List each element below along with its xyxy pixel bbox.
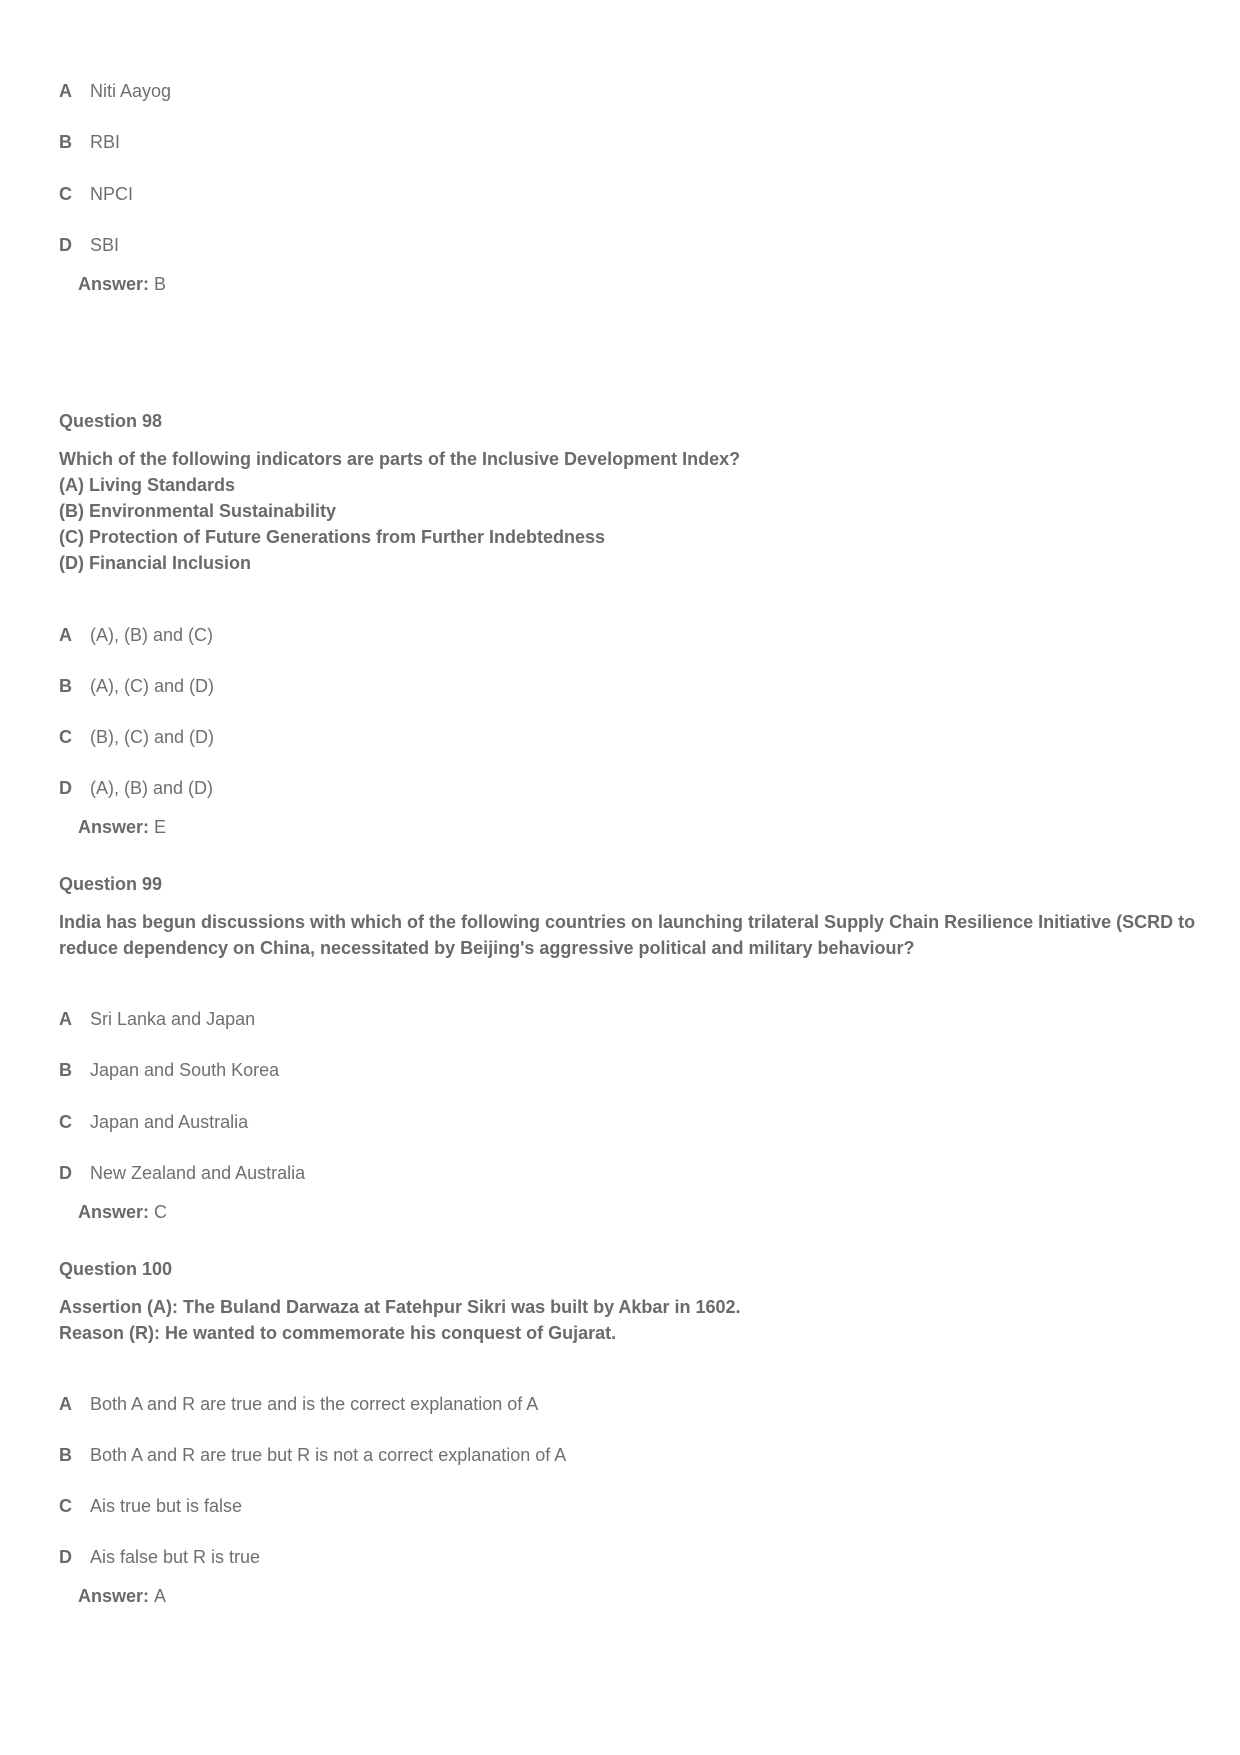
option-letter: C [59,183,72,204]
option-text: (B), (C) and (D) [90,726,215,747]
answer-label: Answer: [78,816,150,837]
q98-option-a[interactable] [59,623,213,647]
option-letter: C [59,726,72,747]
option-letter: D [59,1546,72,1567]
option-text: (A), (B) and (D) [90,777,214,798]
option-text: Niti Aayog [90,80,172,101]
q100-option-c[interactable] [59,1494,242,1518]
q99-option-a[interactable] [59,1007,255,1031]
q98-option-b[interactable] [59,674,214,698]
q99-option-d[interactable] [59,1161,305,1185]
answer-value: E [154,816,167,837]
option-text: SBI [90,234,120,255]
q98-option-c[interactable] [59,725,214,749]
option-text: Ais true but is false [90,1495,243,1516]
q98-answer [78,815,166,839]
option-letter: C [59,1495,72,1516]
question-99-text [59,909,1196,961]
q97-option-c[interactable] [59,182,133,206]
question-line: Which of the following indicators are parts of the Inclusive Development Index? [59,449,741,469]
answer-value: A [154,1585,167,1606]
question-98-text [59,446,1189,576]
option-letter: D [59,777,72,798]
option-letter: A [59,1008,72,1029]
option-letter: A [59,1393,72,1414]
option-text: Japan and South Korea [90,1059,280,1080]
option-letter: B [59,1444,72,1465]
q100-option-d[interactable] [59,1545,260,1569]
q97-option-d[interactable] [59,233,119,257]
option-text: (A), (C) and (D) [90,675,215,696]
question-line: (A) Living Standards [59,475,236,495]
option-text: New Zealand and Australia [90,1162,306,1183]
question-line: Assertion (A): The Buland Darwaza at Fatehpur Sikri was built by Akbar in 1602. [59,1297,741,1317]
option-text: Japan and Australia [90,1111,249,1132]
option-letter: A [59,624,72,645]
option-letter: C [59,1111,72,1132]
q97-option-a[interactable] [59,79,171,103]
option-text: Sri Lanka and Japan [90,1008,256,1029]
option-letter: B [59,1059,72,1080]
answer-label: Answer: [78,1201,150,1222]
question-100-title: Question 100 [59,1258,173,1279]
option-letter: A [59,80,72,101]
option-letter: B [59,675,72,696]
answer-value: C [154,1201,168,1222]
q97-answer [78,272,166,296]
question-line: (D) Financial Inclusion [59,553,252,573]
option-text: Both A and R are true but R is not a correct explanation of A [90,1444,567,1465]
q99-option-c[interactable] [59,1110,248,1134]
q99-option-b[interactable] [59,1058,279,1082]
option-text: Both A and R are true and is the correct explanation of A [90,1393,539,1414]
option-letter: D [59,1162,72,1183]
question-98-title: Question 98 [59,410,163,431]
answer-label: Answer: [78,273,150,294]
option-letter: B [59,131,72,152]
q98-option-d[interactable] [59,776,213,800]
q100-option-a[interactable] [59,1392,538,1416]
option-text: RBI [90,131,121,152]
question-line: reduce dependency on China, necessitated by Beijing's aggressive political and military behaviour? [59,938,915,958]
answer-label: Answer: [78,1585,150,1606]
answer-value: B [154,273,167,294]
option-text: NPCI [90,183,134,204]
option-text: (A), (B) and (C) [90,624,214,645]
option-text: Ais false but R is true [90,1546,261,1567]
q97-option-b[interactable] [59,130,120,154]
question-100-text [59,1294,1189,1346]
q99-answer [78,1200,167,1224]
q100-answer [78,1584,166,1608]
option-letter: D [59,234,72,255]
question-99-title: Question 99 [59,873,163,894]
question-line: India has begun discussions with which of the following countries on launching trilateral Supply Chain Resilience Initiative (SCRD to [59,912,1196,932]
question-line: Reason (R): He wanted to commemorate his conquest of Gujarat. [59,1323,617,1343]
q100-option-b[interactable] [59,1443,566,1467]
question-line: (B) Environmental Sustainability [59,501,337,521]
question-line: (C) Protection of Future Generations from Further Indebtedness [59,527,606,547]
